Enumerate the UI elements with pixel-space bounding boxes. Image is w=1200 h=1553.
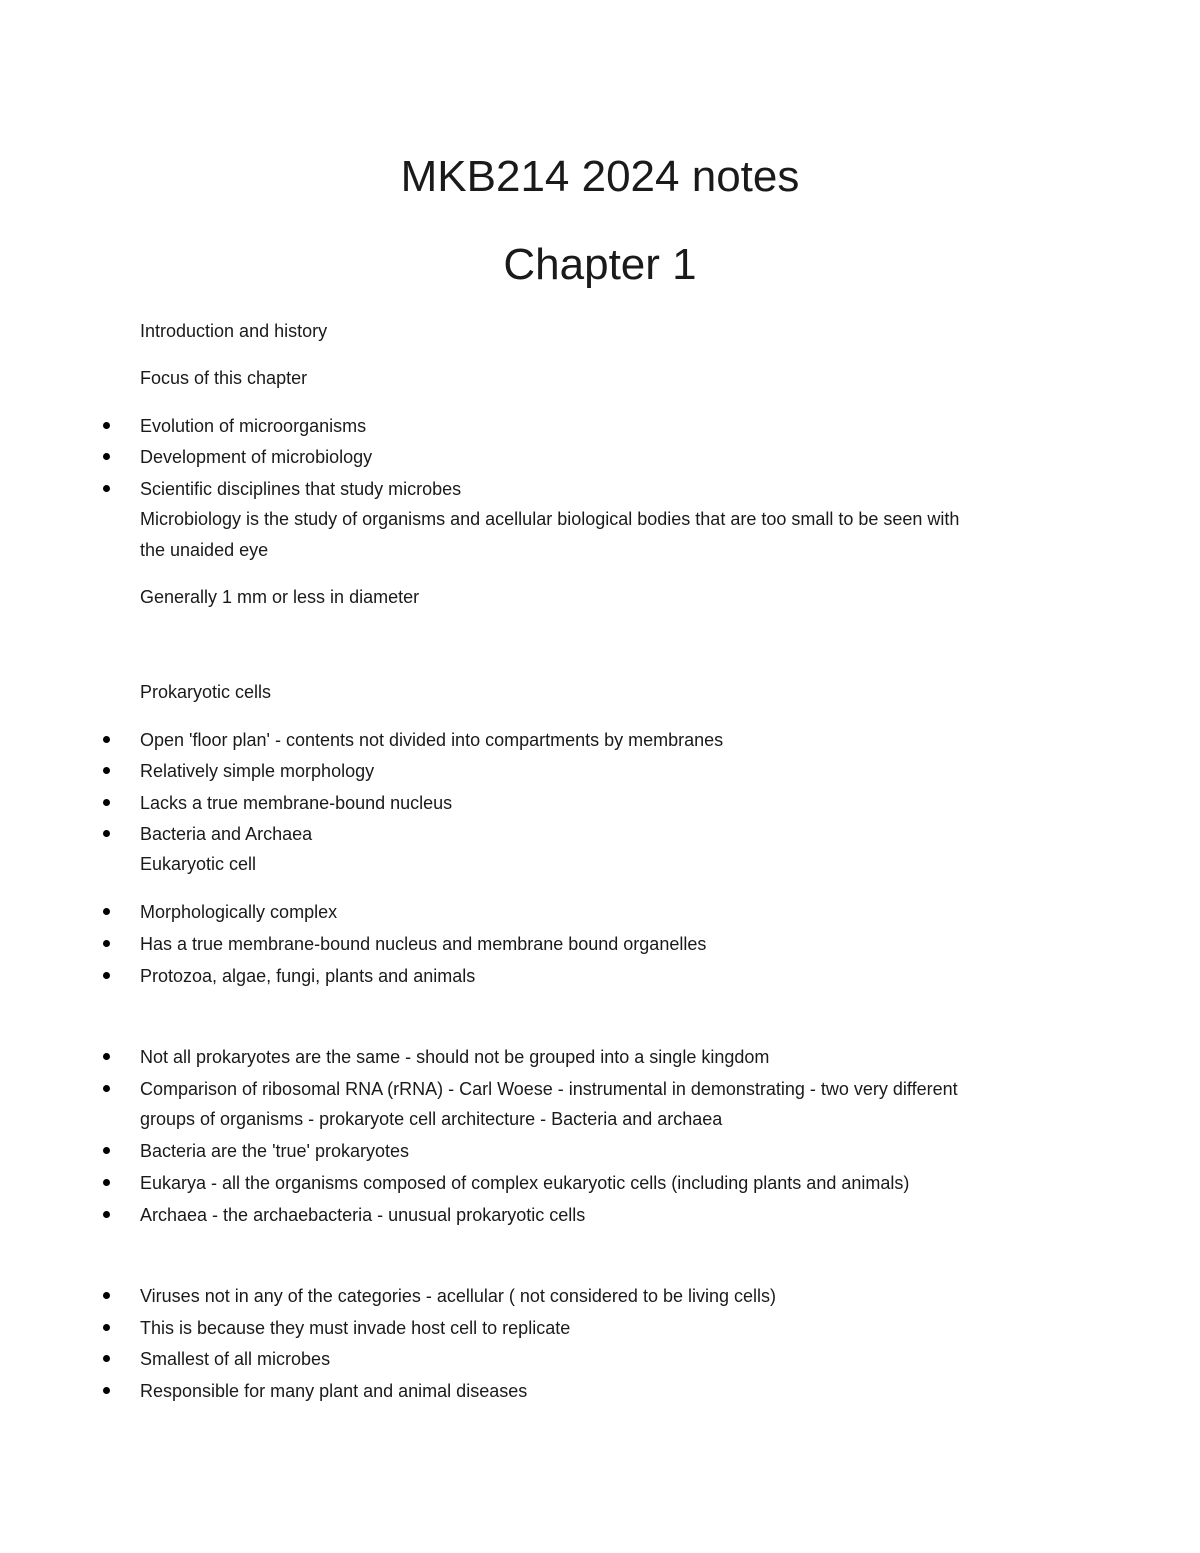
list-item: Not all prokaryotes are the same - should not be grouped into a single kingdom xyxy=(140,1047,770,1067)
definition-line-2: the unaided eye xyxy=(140,540,269,560)
list-item: Responsible for many plant and animal diseases xyxy=(140,1381,528,1401)
document-title: MKB214 2024 notes xyxy=(400,152,800,201)
eukaryotic-heading: Eukaryotic cell xyxy=(140,854,257,874)
bullet-icon xyxy=(101,823,113,845)
bullet-icon xyxy=(101,1285,113,1307)
bullet-icon xyxy=(101,933,113,955)
bullet-icon xyxy=(101,729,113,751)
bullet-icon xyxy=(101,415,113,437)
list-item: Eukarya - all the organisms composed of complex eukaryotic cells (including plants and animals) xyxy=(140,1173,910,1193)
intro-heading: Introduction and history xyxy=(140,321,328,341)
list-item-continuation: groups of organisms - prokaryote cell architecture - Bacteria and archaea xyxy=(140,1109,723,1129)
list-item: Viruses not in any of the categories - acellular ( not considered to be living cells) xyxy=(140,1286,777,1306)
chapter-title: Chapter 1 xyxy=(503,240,697,289)
list-item: This is because they must invade host cell to replicate xyxy=(140,1318,571,1338)
list-item: Bacteria are the 'true' prokaryotes xyxy=(140,1141,410,1161)
bullet-icon xyxy=(101,965,113,987)
bullet-icon xyxy=(101,478,113,500)
list-item: Scientific disciplines that study microbes xyxy=(140,479,462,499)
list-item: Bacteria and Archaea xyxy=(140,824,313,844)
bullet-icon xyxy=(101,1204,113,1226)
list-item: Comparison of ribosomal RNA (rRNA) - Carl Woese - instrumental in demonstrating - two very different xyxy=(140,1079,958,1099)
list-item: Open 'floor plan' - contents not divided into compartments by membranes xyxy=(140,730,724,750)
bullet-icon xyxy=(101,792,113,814)
definition-line-1: Microbiology is the study of organisms and acellular biological bodies that are too small to be seen with xyxy=(140,509,960,529)
bullet-icon xyxy=(101,760,113,782)
bullet-icon xyxy=(101,1380,113,1402)
bullet-icon xyxy=(101,1172,113,1194)
bullet-icon xyxy=(101,446,113,468)
list-item: Relatively simple morphology xyxy=(140,761,375,781)
bullet-icon xyxy=(101,1140,113,1162)
list-item: Development of microbiology xyxy=(140,447,373,467)
bullet-icon xyxy=(101,1348,113,1370)
bullet-icon xyxy=(101,901,113,923)
list-item: Protozoa, algae, fungi, plants and animals xyxy=(140,966,476,986)
size-note: Generally 1 mm or less in diameter xyxy=(140,587,420,607)
focus-label: Focus of this chapter xyxy=(140,368,308,388)
list-item: Archaea - the archaebacteria - unusual prokaryotic cells xyxy=(140,1205,586,1225)
list-item: Lacks a true membrane-bound nucleus xyxy=(140,793,453,813)
list-item: Smallest of all microbes xyxy=(140,1349,331,1369)
list-item: Evolution of microorganisms xyxy=(140,416,367,436)
bullet-icon xyxy=(101,1317,113,1339)
prokaryotic-heading: Prokaryotic cells xyxy=(140,682,272,702)
bullet-icon xyxy=(101,1046,113,1068)
bullet-icon xyxy=(101,1078,113,1100)
list-item: Has a true membrane-bound nucleus and membrane bound organelles xyxy=(140,934,707,954)
list-item: Morphologically complex xyxy=(140,902,338,922)
